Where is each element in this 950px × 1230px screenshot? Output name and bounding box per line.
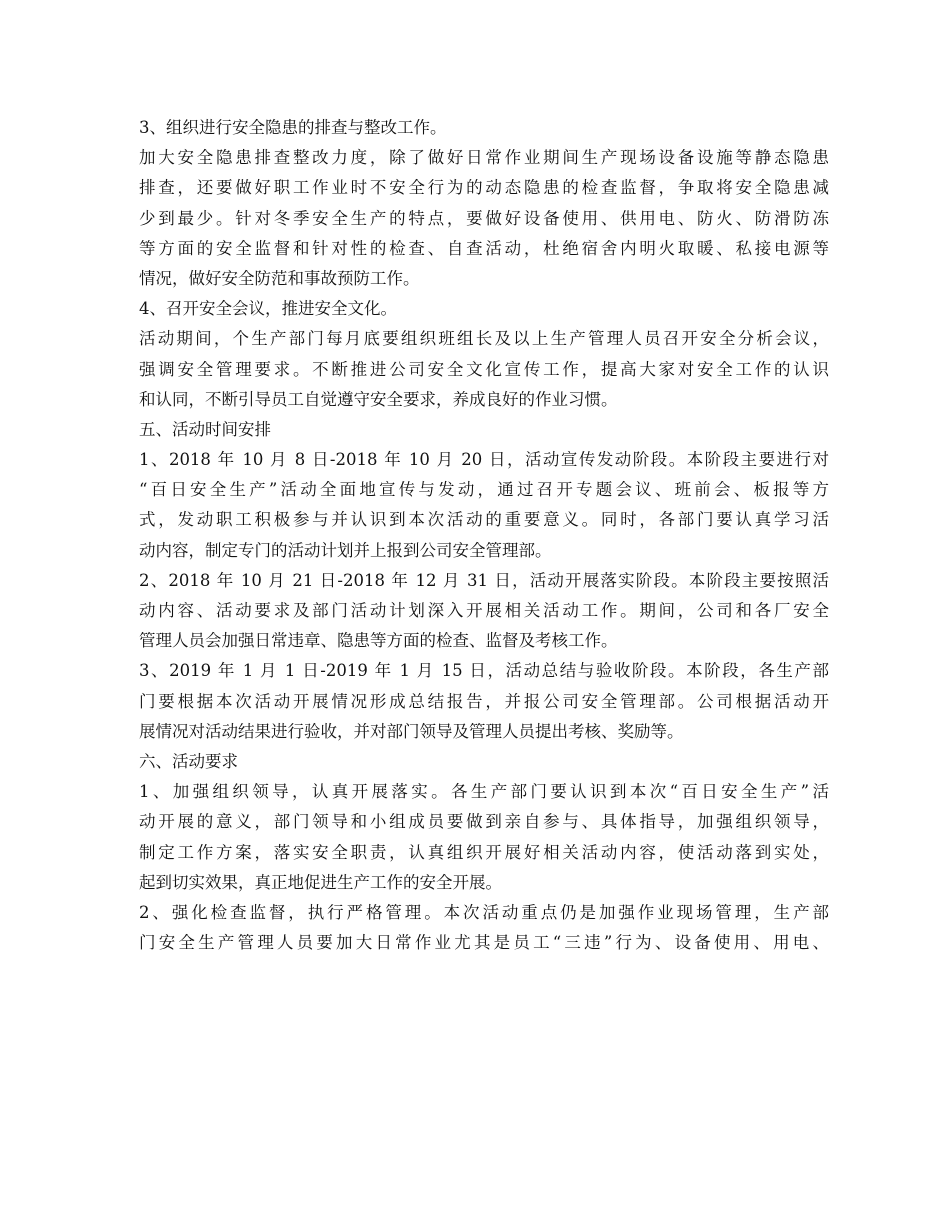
text-line: 3、组织进行安全隐患的排查与整改工作。 [139, 118, 447, 137]
text-line: 2、2018 年 10 月 21 日-2018 年 12 月 31 日，活动开展落实阶段。本阶段主要按照活 [139, 570, 829, 590]
document-body [139, 113, 829, 958]
text-line: 展情况对活动结果进行验收，并对部门领导及管理人员提出考核、奖励等。 [139, 721, 684, 741]
text-line: 1、2018 年 10 月 8 日-2018 年 10 月 20 日，活动宣传发动阶段。本阶段主要进行对 [139, 450, 829, 470]
text-line: 五、活动时间安排 [139, 419, 271, 439]
text-line: 活动期间，个生产部门每月底要组织班组长及以上生产管理人员召开安全分析会议， [139, 329, 829, 349]
text-line: 1、加强组织领导，认真开展落实。各生产部门要认识到本次“百日安全生产”活 [139, 782, 829, 802]
text-line: 加大安全隐患排查整改力度，除了做好日常作业期间生产现场设备设施等静态隐患 [139, 148, 829, 168]
text-line: 六、活动要求 [139, 751, 238, 771]
text-line: 管理人员会加强日常违章、隐患等方面的检查、监督及考核工作。 [139, 631, 618, 651]
text-line: 4、召开安全会议，推进安全文化。 [139, 299, 397, 319]
text-line: 2、强化检查监督，执行严格管理。本次活动重点仍是加强作业现场管理，生产部 [139, 902, 829, 922]
text-line: 门安全生产管理人员要加大日常作业尤其是员工“三违”行为、设备使用、用电、 [139, 933, 829, 953]
text-line: 等方面的安全监督和针对性的检查、自查活动，杜绝宿舍内明火取暖、私接电源等 [139, 238, 829, 258]
text-line: 动内容、活动要求及部门活动计划深入开展相关活动工作。期间，公司和各厂安全 [139, 601, 829, 620]
text-line: “百日安全生产”活动全面地宣传与发动，通过召开专题会议、班前会、板报等方 [139, 480, 829, 500]
text-line: 动开展的意义，部门领导和小组成员要做到亲自参与、具体指导，加强组织领导， [139, 812, 829, 832]
text-line: 排查，还要做好职工作业时不安全行为的动态隐患的检查监督，争取将安全隐患减 [139, 178, 829, 198]
text-line: 起到切实效果，真正地促进生产工作的安全开展。 [139, 872, 502, 892]
text-line: 少到最少。针对冬季安全生产的特点，要做好设备使用、供用电、防火、防滑防冻 [139, 208, 829, 228]
text-line: 制定工作方案，落实安全职责，认真组织开展好相关活动内容，使活动落到实处， [139, 842, 829, 862]
text-line: 式，发动职工积极参与并认识到本次活动的重要意义。同时，各部门要认真学习活 [139, 510, 829, 530]
text-line: 3、2019 年 1 月 1 日-2019 年 1 月 15 日，活动总结与验收阶段。本阶段，各生产部 [139, 661, 829, 681]
text-line: 门要根据本次活动开展情况形成总结报告，并报公司安全管理部。公司根据活动开 [139, 691, 829, 711]
text-line: 和认同，不断引导员工自觉遵守安全要求，养成良好的作业习惯。 [139, 389, 618, 409]
text-line: 情况，做好安全防范和事故预防工作。 [139, 268, 420, 288]
text-line: 强调安全管理要求。不断推进公司安全文化宣传工作，提高大家对安全工作的认识 [139, 359, 829, 379]
text-line: 动内容，制定专门的活动计划并上报到公司安全管理部。 [139, 540, 552, 560]
